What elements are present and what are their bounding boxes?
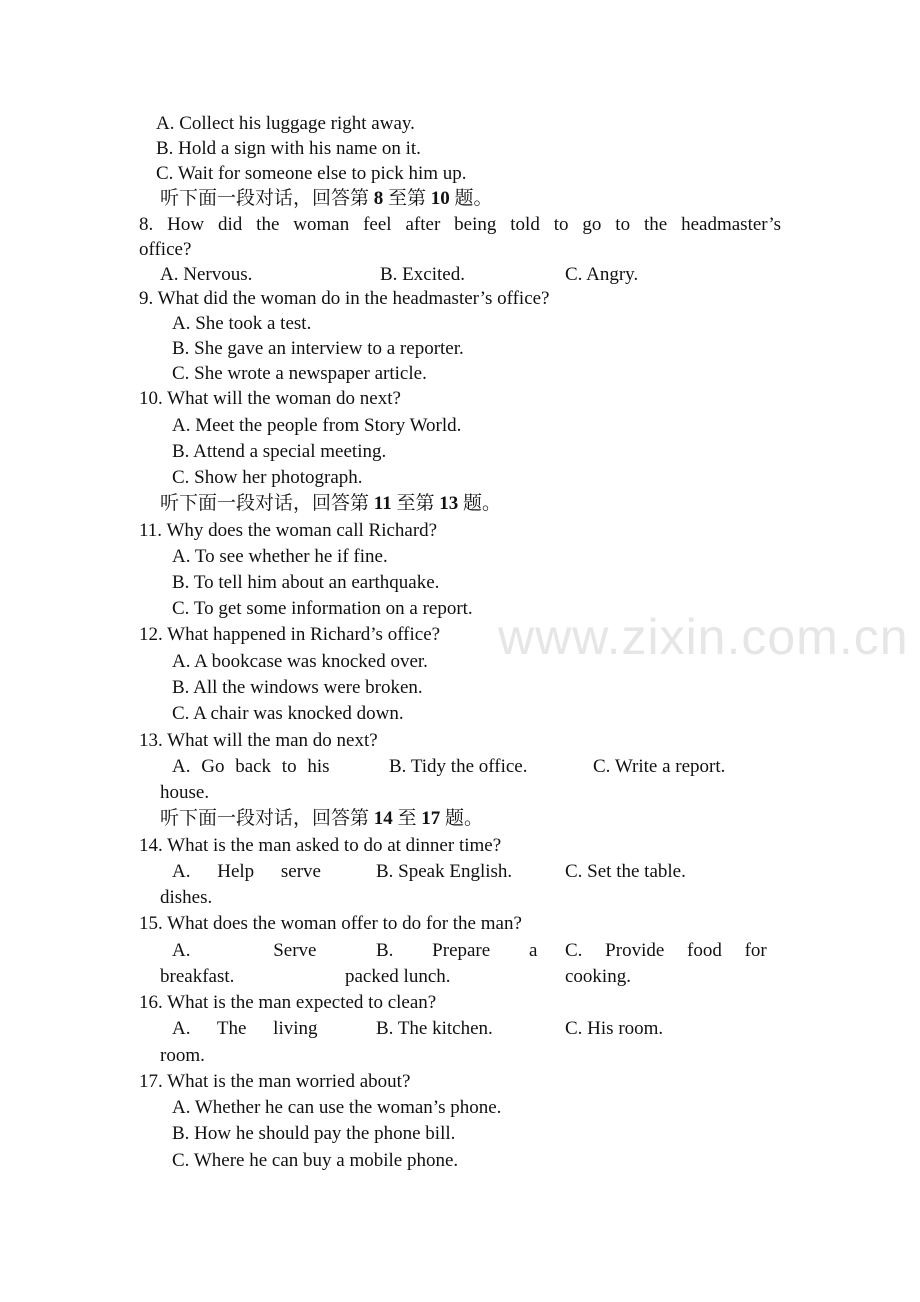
q12-option-b: B. All the windows were broken. bbox=[172, 677, 423, 698]
q16-option-a-line2: room. bbox=[160, 1045, 205, 1066]
q16-option-a-line1: A. The living bbox=[172, 1018, 318, 1039]
section-pre: 听下面一段对话，回答第 bbox=[160, 493, 374, 514]
q12-question: 12. What happened in Richard’s office? bbox=[139, 624, 441, 645]
q12-option-c: C. A chair was knocked down. bbox=[172, 703, 404, 724]
q14-question: 14. What is the man asked to do at dinner time? bbox=[139, 835, 502, 856]
section-start-number: 8 bbox=[373, 188, 384, 209]
q14-option-a-line1: A. Help serve bbox=[172, 861, 321, 882]
q9-option-a: A. She took a test. bbox=[172, 313, 312, 334]
q13-option-b: B. Tidy the office. bbox=[389, 756, 528, 777]
q13-option-a-line1: A. Go back to his bbox=[172, 756, 330, 777]
q16-option-b: B. The kitchen. bbox=[376, 1018, 493, 1039]
q13-option-a-line2: house. bbox=[160, 782, 210, 803]
q10-option-c: C. Show her photograph. bbox=[172, 467, 363, 488]
q14-option-c: C. Set the table. bbox=[565, 861, 686, 882]
section-post: 题。 bbox=[458, 493, 501, 514]
q17-option-c: C. Where he can buy a mobile phone. bbox=[172, 1150, 459, 1171]
section-end-number: 10 bbox=[430, 188, 450, 209]
section-start-number: 11 bbox=[373, 493, 392, 514]
q8-option-c: C. Angry. bbox=[565, 264, 639, 285]
q11-option-a: A. To see whether he if fine. bbox=[172, 546, 388, 567]
q16-question: 16. What is the man expected to clean? bbox=[139, 992, 437, 1013]
q9-option-c: C. She wrote a newspaper article. bbox=[172, 363, 427, 384]
q16-option-c: C. His room. bbox=[565, 1018, 664, 1039]
section-heading-14-17 bbox=[160, 808, 483, 830]
section-mid: 至第 bbox=[383, 188, 431, 209]
q7-option-c: C. Wait for someone else to pick him up. bbox=[156, 163, 467, 184]
q15-option-c-line2: cooking. bbox=[565, 966, 631, 987]
q9-option-b: B. She gave an interview to a reporter. bbox=[172, 338, 464, 359]
q10-option-a: A. Meet the people from Story World. bbox=[172, 415, 462, 436]
q10-question: 10. What will the woman do next? bbox=[139, 388, 401, 409]
q15-option-b-line2: packed lunch. bbox=[345, 966, 451, 987]
section-start-number: 14 bbox=[373, 808, 393, 829]
section-mid: 至 bbox=[392, 808, 422, 829]
q12-option-a: A. A bookcase was knocked over. bbox=[172, 651, 428, 672]
q13-question: 13. What will the man do next? bbox=[139, 730, 378, 751]
q7-option-a: A. Collect his luggage right away. bbox=[156, 113, 415, 134]
q7-option-b: B. Hold a sign with his name on it. bbox=[156, 138, 421, 159]
q15-option-b-line1: B. Prepare a bbox=[376, 940, 538, 961]
q8-option-a: A. Nervous. bbox=[160, 264, 253, 285]
section-pre: 听下面一段对话，回答第 bbox=[160, 188, 374, 209]
q15-question: 15. What does the woman offer to do for the man? bbox=[139, 913, 522, 934]
q11-option-c: C. To get some information on a report. bbox=[172, 598, 473, 619]
q9-question: 9. What did the woman do in the headmaster’s office? bbox=[139, 288, 550, 309]
q17-question: 17. What is the man worried about? bbox=[139, 1071, 411, 1092]
section-post: 题。 bbox=[440, 808, 484, 829]
section-heading-8-10 bbox=[160, 188, 493, 210]
section-mid: 至第 bbox=[391, 493, 440, 514]
q15-option-c-line1: C. Provide food for bbox=[565, 940, 767, 961]
q15-option-a-line1: A. Serve bbox=[172, 940, 317, 961]
q8-question-line1: 8. How did the woman feel after being told to go to the headmaster’s bbox=[139, 214, 781, 235]
section-end-number: 13 bbox=[439, 493, 459, 514]
q11-question: 11. Why does the woman call Richard? bbox=[139, 520, 438, 541]
q8-option-b: B. Excited. bbox=[380, 264, 465, 285]
q14-option-a-line2: dishes. bbox=[160, 887, 213, 908]
q15-option-a-line2: breakfast. bbox=[160, 966, 235, 987]
q17-option-a: A. Whether he can use the woman’s phone. bbox=[172, 1097, 502, 1118]
section-end-number: 17 bbox=[421, 808, 441, 829]
q8-question-line2: office? bbox=[139, 239, 192, 260]
section-post: 题。 bbox=[449, 188, 493, 209]
section-pre: 听下面一段对话，回答第 bbox=[160, 808, 374, 829]
q11-option-b: B. To tell him about an earthquake. bbox=[172, 572, 440, 593]
q17-option-b: B. How he should pay the phone bill. bbox=[172, 1123, 456, 1144]
section-heading-11-13 bbox=[160, 493, 501, 515]
q10-option-b: B. Attend a special meeting. bbox=[172, 441, 387, 462]
watermark: www.zixin.com.cn bbox=[498, 609, 909, 665]
q14-option-b: B. Speak English. bbox=[376, 861, 513, 882]
q13-option-c: C. Write a report. bbox=[593, 756, 726, 777]
